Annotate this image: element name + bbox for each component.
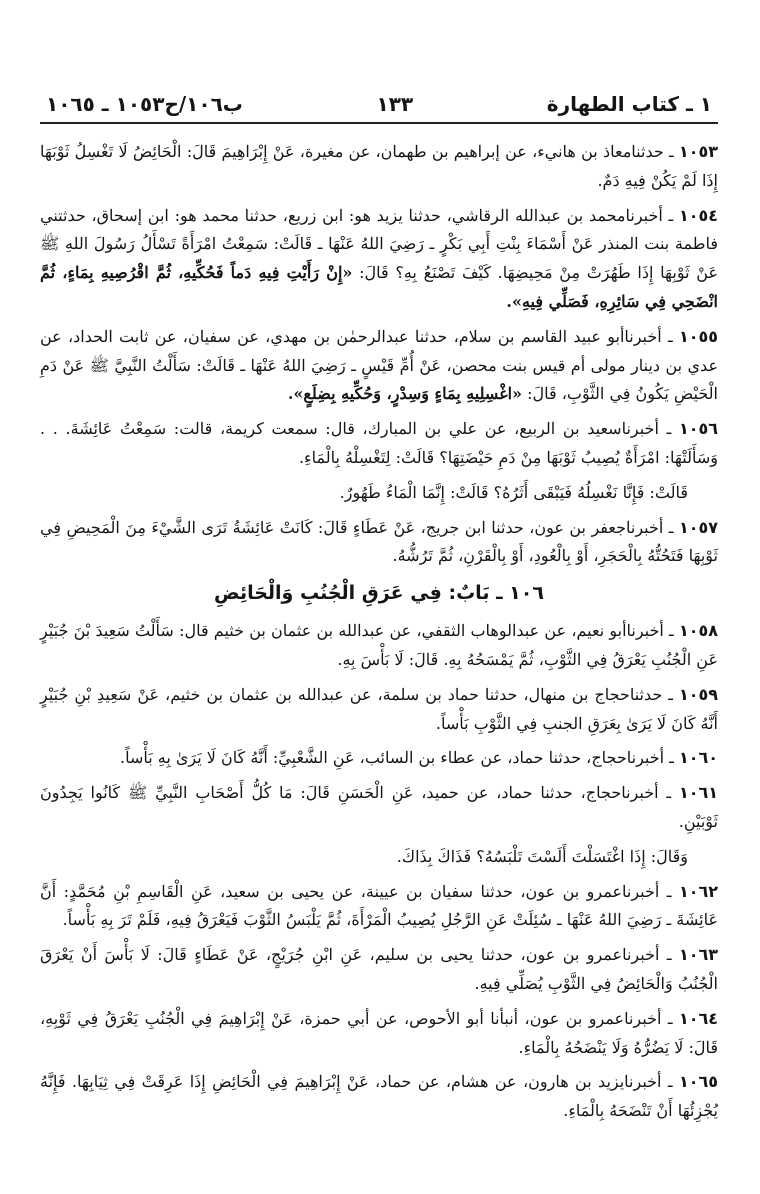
hadith-1061-continuation: وَقَالَ: إِذَا اغْتَسَلْتَ أَلَسْتَ تَلْبَسُهُ؟ فَذَاكَ بِذَاكَ. bbox=[396, 846, 688, 866]
hadith-number: ١٠٦١ bbox=[678, 783, 719, 803]
hadith-1064 bbox=[40, 1005, 718, 1063]
hadith-1053 bbox=[40, 138, 718, 196]
hadith-1062 bbox=[40, 878, 718, 936]
hadith-text: سَأَلْتُ النَّبِيَّ ﷺ عَنْ دَمِ الْحَيْضِ يَكُونُ فِي الثَّوْبِ، قَالَ: bbox=[40, 355, 718, 404]
hadith-isnad: ـ أخبرناسعيد بن الربيع، عن علي بن المبارك، قال: سمعت كريمة، قالت: bbox=[173, 419, 672, 439]
hadith-isnad: ـ أخبرناعمرو بن عون، حدثنا سفيان بن عيينة، عن يحيى بن سعيد، عَنِ الْقَاسِمِ بْنِ مُحَمَّدٍ: bbox=[63, 881, 672, 901]
hadith-text: كَانَتْ عَائِشَةُ تَرَى الشَّيْءَ مِنَ الْمَحِيضِ فِي ثَوْبِهَا فَتَحُتُّهُ بِالْحَجَرِ، أَوْ بِالْعُودِ، أَوْ بِالْقَرْنِ، ثُمَّ تَرُشُّهُ. bbox=[40, 517, 718, 566]
hadith-text: أَنَّهُ كَانَ لَا يَرَىٰ بِهِ بَأْساً. bbox=[120, 748, 268, 768]
hadith-1055 bbox=[40, 323, 718, 409]
hadith-isnad: ـ أخبرناحجاج، حدثنا حماد، عن حميد، عَنِ الْحَسَنِ قَالَ: bbox=[300, 783, 672, 803]
hadith-text: سَأَلْتُ سَعِيدَ بْنَ جُبَيْرٍ عَنِ الْجُنُبِ يَعْرَقُ فِي الثَّوْبِ، ثُمَّ يَمْسَحُهُ بِهِ. قَالَ: لَا بَأْسَ بِهِ. bbox=[40, 621, 718, 669]
hadith-isnad: ـ أخبرناأبو عبيد القاسم بن سلام، حدثنا عبدالرحمٰن بن مهدي، عن سفيان، عن ثابت الحداد، عن عدي بن دينار مولى أم قيس بنت محصن، عَنْ أُمِّ قَيْسٍ ـ رَضِيَ اللهُ عَنْهَا ـ قَالَتْ: bbox=[40, 326, 718, 375]
prophetic-saying: «إِنْ رَأَيْتِ فِيهِ دَماً فَحُكِّيهِ، ثُمَّ اقْرُصِيهِ بِمَاءٍ، ثُمَّ انْضَحِي فِي سَائِرِهِ، فَصَلِّي فِيهِ». bbox=[40, 263, 718, 311]
hadith-text: لَا بَأْسَ أَنْ يَعْرَقَ الْجُنُبُ وَالْحَائِضُ فِي الثَّوْبِ يُصَلِّي فِيهِ. bbox=[40, 945, 718, 993]
hadith-1060 bbox=[40, 744, 718, 773]
page-number: ١٣٣ bbox=[376, 92, 414, 116]
hadith-1056-continuation: قَالَتْ: فَإِنَّا نَغْسِلُهُ فَيَبْقَى أَثَرُهُ؟ قَالَتْ: إِنَّمَا الْمَاءُ طَهُورٌ. bbox=[339, 482, 688, 502]
hadith-1063 bbox=[40, 941, 718, 999]
hadith-number: ١٠٦٠ bbox=[678, 748, 718, 768]
hadith-text: فِي الْجُنُبِ يَعْرَقُ فِي ثَوْبِهِ، قَالَ: لَا يَضُرُّهُ وَلَا يَنْضَحُهُ بِالْمَاءِ. bbox=[40, 1008, 718, 1057]
hadith-text: سَمِعْتُ امْرَأَةً تَسْأَلُ رَسُولَ اللهِ ﷺ عَنْ ثَوْبِهَا إِذَا طَهُرَتْ مِنْ مَحِيضِهَا. كَيْفَ تَصْنَعُ بِهِ؟ قَالَ: bbox=[40, 234, 718, 283]
hadith-isnad: ـ حدثنامعاذ بن هانيء، عن إبراهيم بن طهمان، عن مغيرة، عَنْ إِبْرَاهِيمَ قَالَ: bbox=[186, 142, 674, 161]
hadith-isnad: ـ أخبرناحجاج، حدثنا حماد، عن عطاء بن السائب، عَنِ الشَّعْبِيِّ: bbox=[272, 748, 674, 768]
hadith-text: أَنَّ عَائِشَةَ ـ رَضِيَ اللهُ عَنْهَا ـ سُئِلَتْ عَنِ الرَّجُلِ يُصِيبُ الْمَرْأَةَ، ثُمَّ يَلْبَسُ الثَّوْبَ فَيَعْرَقُ فِيهِ، فَلَمْ تَرَ بِهِ بَأْساً. bbox=[40, 881, 718, 930]
hadith-text: أَنَّهُ كَانَ لَا يَرَىٰ بِعَرَقِ الجنبِ فِي الثَّوْبِ بَأْساً. bbox=[435, 713, 718, 733]
hadith-number: ١٠٥٧ bbox=[678, 517, 718, 537]
chapter-title: ١ ـ كتاب الطهارة bbox=[546, 92, 712, 116]
page-body bbox=[40, 138, 718, 1126]
hadith-number: ١٠٥٤ bbox=[678, 205, 719, 225]
hadith-number: ١٠٦٥ bbox=[678, 1072, 719, 1092]
hadith-isnad: ـ أخبرنامحمد بن عبدالله الرقاشي، حدثنا يزيد هو: ابن زريع، حدثنا محمد هو: ابن إسحاق، حدثتني فاطمة بنت المنذر عَنْ أَسْمَاءَ بِنْتِ أَبِي بَكْرٍ ـ رَضِيَ اللهُ عَنْهَا ـ قَالَتْ: bbox=[40, 205, 718, 254]
hadith-number: ١٠٦٢ bbox=[678, 881, 719, 901]
hadith-number: ١٠٦٣ bbox=[678, 945, 719, 965]
hadith-number: ١٠٦٤ bbox=[678, 1008, 718, 1028]
hadith-isnad: ـ أخبرناعمرو بن عون، أنبأنا أبو الأحوص، عن أبي حمزة، عَنْ إِبْرَاهِيمَ bbox=[218, 1008, 673, 1028]
hadith-isnad: ـ أخبرناعمرو بن عون، حدثنا يحيى بن سليم، عَنِ ابْنِ جُرَيْجٍ، عَنْ عَطَاءٍ قَالَ: bbox=[157, 945, 672, 965]
hadith-number: ١٠٥٨ bbox=[678, 621, 719, 641]
hadith-number: ١٠٥٦ bbox=[678, 419, 719, 439]
hadith-number: ١٠٥٥ bbox=[678, 326, 718, 346]
hadith-text: مَا كُلُّ أَصْحَابِ النَّبِيِّ ﷺ كَانُوا يَجِدُونَ ثَوْبَيْنِ. bbox=[40, 783, 718, 831]
hadith-text: الْحَائِضُ لَا تَغْسِلُ ثَوْبَهَا إِذَا لَمْ يَكُنْ فِيهِ دَمٌ. bbox=[40, 142, 718, 190]
hadith-isnad: ـ أخبرنايزيد بن هارون، عن هشام، عن حماد، عَنْ إِبْرَاهِيمَ bbox=[294, 1072, 673, 1092]
chapter-heading: ١٠٦ ـ بَابٌ: فِي عَرَقِ الْجُنُبِ وَالْحَائِضِ bbox=[214, 582, 544, 605]
hadith-range: ب١٠٦/ح١٠٥٣ ـ ١٠٦٥ bbox=[46, 92, 243, 116]
hadith-number: ١٠٥٣ bbox=[678, 142, 718, 161]
hadith-1065 bbox=[40, 1068, 718, 1126]
hadith-1056 bbox=[40, 415, 718, 473]
hadith-isnad: ـ أخبرناأبو نعيم، عن عبدالوهاب الثقفي، عن عبدالله بن عثمان بن خثيم قال: bbox=[179, 621, 674, 641]
hadith-1054 bbox=[40, 202, 718, 317]
hadith-isnad: ـ حدثناحجاج بن منهال، حدثنا حماد بن سلمة، عن عبدالله بن عثمان بن خثيم، عَنْ سَعِيدِ بْنِ جُبَيْرٍ bbox=[40, 684, 673, 704]
hadith-text: سَمِعْتُ عَائِشَةَ. . . وَسَأَلَتْهَا: امْرَأَةٌ يُصِيبُ ثَوْبَهَا مِنْ دَمِ حَيْضَتِهَا؟ قَالَتْ: لِتَغْسِلْهُ بِالْمَاءِ. bbox=[40, 419, 718, 467]
hadith-1059 bbox=[40, 681, 718, 739]
running-header bbox=[40, 86, 718, 124]
hadith-text: فِي الْحَائِضِ إِذَا عَرِقَتْ فِي ثِيَابِهَا. فَإِنَّهُ يُجْزِئُهَا أَنْ تَنْضَحَهُ بِالْمَاءِ. bbox=[40, 1072, 718, 1121]
prophetic-saying: «اغْسِلِيهِ بِمَاءٍ وَسِدْرٍ، وَحُكِّيهِ بِضِلَعٍ». bbox=[287, 384, 523, 404]
hadith-1058 bbox=[40, 617, 718, 675]
hadith-1057 bbox=[40, 514, 718, 572]
hadith-number: ١٠٥٩ bbox=[678, 684, 719, 704]
hadith-isnad: ـ أخبرناجعفر بن عون، حدثنا ابن جريج، عَنْ عَطَاءٍ قَالَ: bbox=[317, 517, 674, 537]
hadith-1061 bbox=[40, 779, 718, 837]
